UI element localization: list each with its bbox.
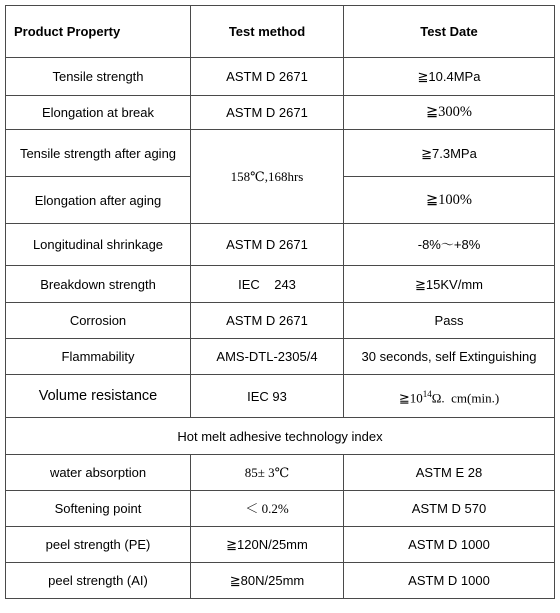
- section-row: [6, 418, 555, 455]
- value-cell: ≧100%: [344, 177, 555, 224]
- value-cell: ≧7.3MPa: [344, 130, 555, 177]
- table-row: [6, 563, 555, 599]
- property-cell: peel strength (AI): [6, 563, 191, 599]
- value-cell: Pass: [344, 303, 555, 339]
- property-cell: Longitudinal shrinkage: [6, 224, 191, 266]
- property-table-wrapper: [5, 5, 555, 599]
- table-row: [6, 58, 555, 96]
- method-cell: ASTM D 2671: [191, 224, 344, 266]
- method-cell: AMS-DTL-2305/4: [191, 339, 344, 375]
- value-cell: 30 seconds, self Extinguishing: [344, 339, 555, 375]
- value-cell: 85± 3℃: [191, 455, 344, 491]
- property-cell: Volume resistance: [6, 375, 191, 418]
- property-cell: Breakdown strength: [6, 266, 191, 303]
- method-cell: ASTM D 2671: [191, 96, 344, 130]
- table-row: [6, 491, 555, 527]
- value-cell: ≧300%: [344, 96, 555, 130]
- property-cell: water absorption: [6, 455, 191, 491]
- method-cell: ASTM D 2671: [191, 303, 344, 339]
- value-cell-volume-resistance: [344, 375, 555, 418]
- method-cell: ASTM D 1000: [344, 563, 555, 599]
- value-exponent: 14: [422, 388, 432, 399]
- method-cell: ASTM D 1000: [344, 527, 555, 563]
- value-cell: ＜ 0.2%: [191, 491, 344, 527]
- table-row: [6, 527, 555, 563]
- property-cell: Flammability: [6, 339, 191, 375]
- method-cell: IEC 243: [191, 266, 344, 303]
- value-suffix: Ω. cm(min.): [431, 390, 500, 406]
- table-row: [6, 96, 555, 130]
- value-cell: ≧120N/25mm: [191, 527, 344, 563]
- property-cell: Elongation at break: [6, 96, 191, 130]
- method-cell-aging: 158℃,168hrs: [191, 130, 344, 224]
- property-cell: Corrosion: [6, 303, 191, 339]
- property-table: [5, 5, 555, 599]
- method-cell: IEC 93: [191, 375, 344, 418]
- table-row: [6, 130, 555, 177]
- property-cell: Tensile strength after aging: [6, 130, 191, 177]
- method-cell: ASTM E 28: [344, 455, 555, 491]
- header-row: [6, 6, 555, 58]
- table-row: [6, 455, 555, 491]
- table-row: [6, 339, 555, 375]
- property-cell: peel strength (PE): [6, 527, 191, 563]
- value-cell: ≧10.4MPa: [344, 58, 555, 96]
- header-product-property: Product Property: [6, 6, 191, 58]
- value-prefix: ≧10: [398, 390, 423, 406]
- method-cell: ASTM D 570: [344, 491, 555, 527]
- section-title: Hot melt adhesive technology index: [6, 418, 555, 455]
- table-row: [6, 266, 555, 303]
- value-cell: ≧15KV/mm: [344, 266, 555, 303]
- value-cell: ≧80N/25mm: [191, 563, 344, 599]
- value-cell: -8%～+8%: [344, 224, 555, 266]
- table-row: [6, 303, 555, 339]
- property-cell: Tensile strength: [6, 58, 191, 96]
- header-test-data: Test Date: [344, 6, 555, 58]
- table-row: [6, 224, 555, 266]
- property-cell: Softening point: [6, 491, 191, 527]
- property-cell: Elongation after aging: [6, 177, 191, 224]
- method-cell: ASTM D 2671: [191, 58, 344, 96]
- header-test-method: Test method: [191, 6, 344, 58]
- table-row: [6, 375, 555, 418]
